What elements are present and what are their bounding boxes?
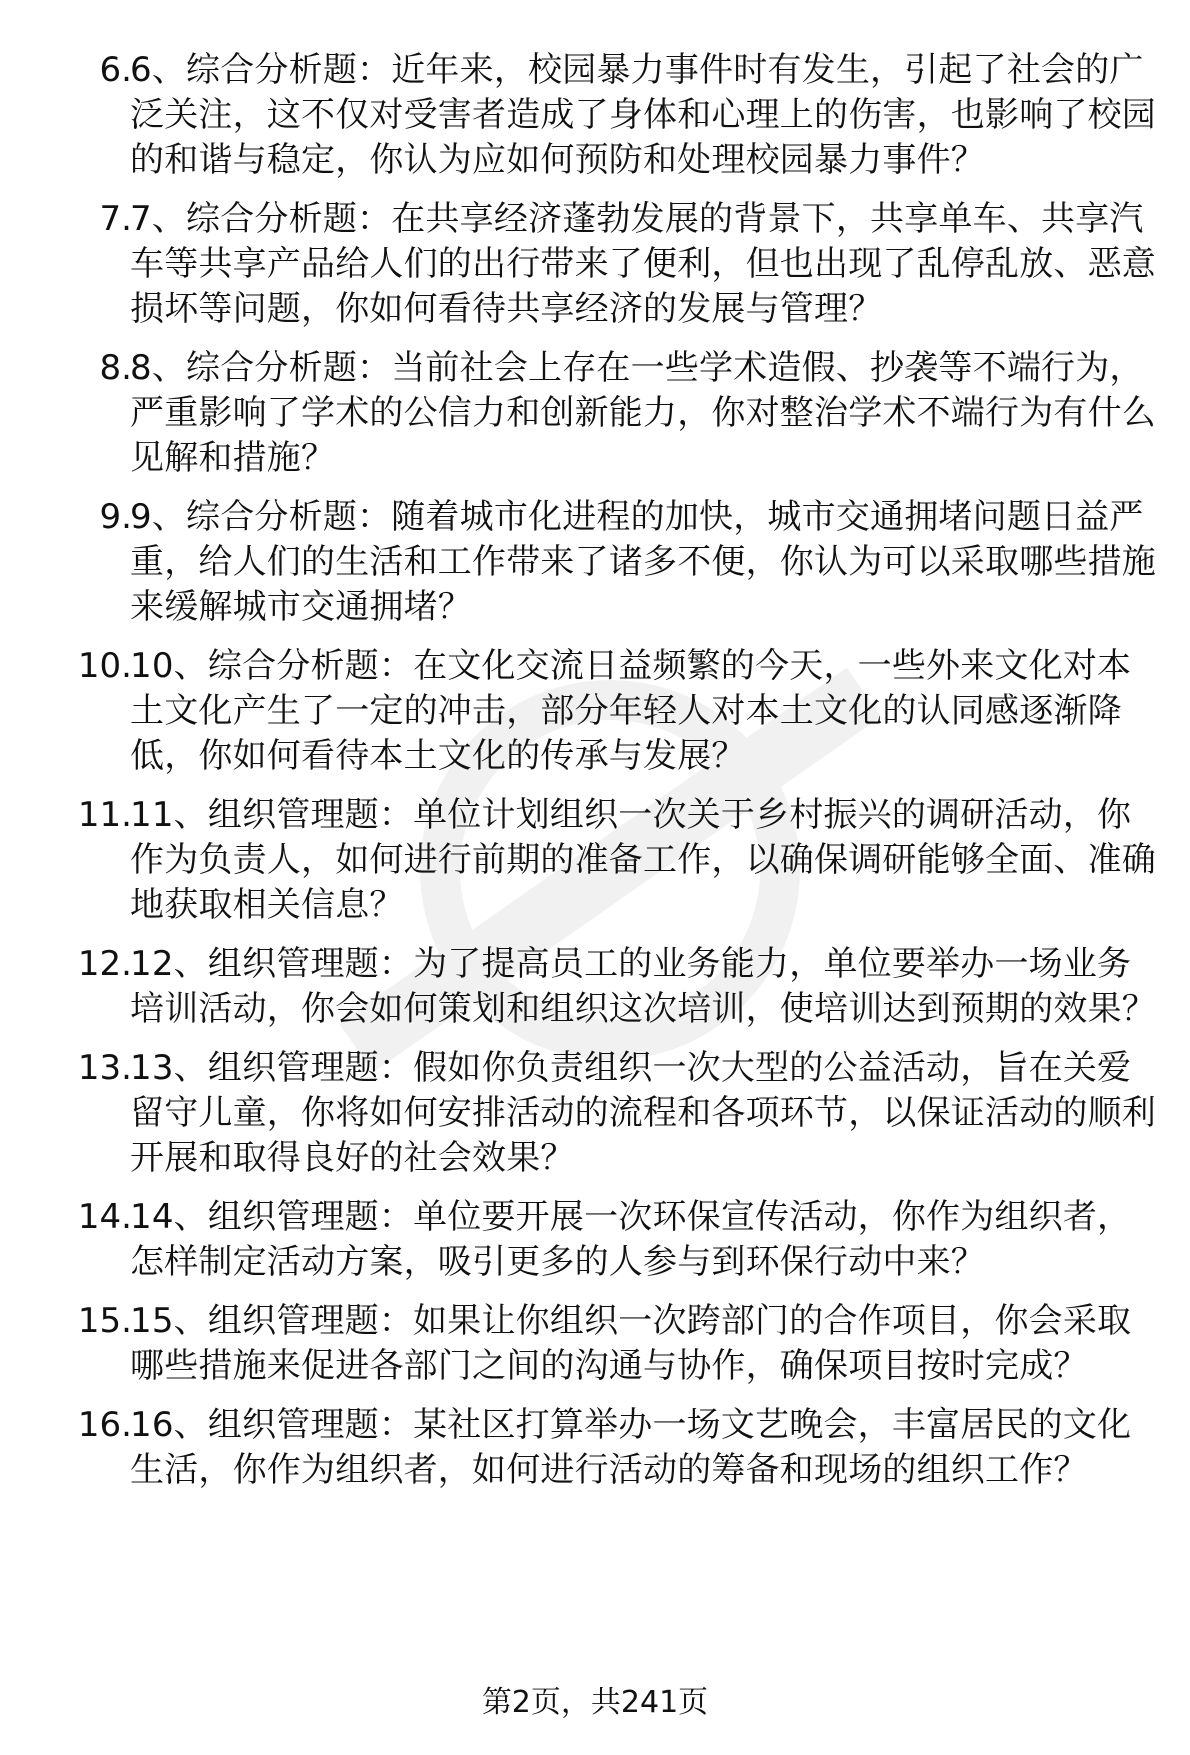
question-text: 11、组织管理题：单位计划组织一次关于乡村振兴的调研活动，你作为负责人，如何进行前期的准备工作，以确保调研能够全面、准确地获取相关信息？ — [130, 795, 1156, 925]
question-item — [0, 48, 1190, 183]
question-text: 8、综合分析题：当前社会上存在一些学术造假、抄袭等不端行为，严重影响了学术的公信力和创新能力，你对整治学术不端行为有什么见解和措施？ — [130, 348, 1156, 478]
question-list — [0, 48, 1190, 1507]
question-item — [0, 197, 1190, 332]
question-text: 9、综合分析题：随着城市化进程的加快，城市交通拥堵问题日益严重，给人们的生活和工作带来了诸多不便，你认为可以采取哪些措施来缓解城市交通拥堵？ — [130, 497, 1156, 627]
question-text: 16、组织管理题：某社区打算举办一场文艺晚会，丰富居民的文化生活，你作为组织者，如何进行活动的筹备和现场的组织工作？ — [130, 1405, 1132, 1490]
question-number: 8. — [99, 348, 132, 388]
question-text: 13、组织管理题：假如你负责组织一次大型的公益活动，旨在关爱留守儿童，你将如何安排活动的流程和各项环节，以保证活动的顺利开展和取得良好的社会效果？ — [130, 1048, 1156, 1178]
question-text: 7、综合分析题：在共享经济蓬勃发展的背景下，共享单车、共享汽车等共享产品给人们的出行带来了便利，但也出现了乱停乱放、恶意损坏等问题，你如何看待共享经济的发展与管理？ — [130, 199, 1156, 329]
question-item — [0, 1046, 1190, 1181]
question-text: 6、综合分析题：近年来，校园暴力事件时有发生，引起了社会的广泛关注，这不仅对受害者造成了身体和心理上的伤害，也影响了校园的和谐与稳定，你认为应如何预防和处理校园暴力事件？ — [130, 50, 1156, 180]
question-number: 16. — [77, 1405, 132, 1445]
question-item — [0, 793, 1190, 928]
question-item — [0, 1403, 1190, 1493]
question-number: 13. — [77, 1048, 132, 1088]
question-text: 10、综合分析题：在文化交流日益频繁的今天，一些外来文化对本土文化产生了一定的冲击，部分年轻人对本土文化的认同感逐渐降低，你如何看待本土文化的传承与发展？ — [130, 646, 1132, 776]
question-text: 12、组织管理题：为了提高员工的业务能力，单位要举办一场业务培训活动，你会如何策划和组织这次培训，使培训达到预期的效果？ — [130, 944, 1156, 1029]
question-number: 10. — [77, 646, 132, 686]
question-item — [0, 942, 1190, 1032]
question-item — [0, 1299, 1190, 1389]
question-text: 15、组织管理题：如果让你组织一次跨部门的合作项目，你会采取哪些措施来促进各部门之间的沟通与协作，确保项目按时完成？ — [130, 1301, 1132, 1386]
question-number: 12. — [77, 944, 132, 984]
question-text: 14、组织管理题：单位要开展一次环保宣传活动，你作为组织者，怎样制定活动方案，吸引更多的人参与到环保行动中来？ — [130, 1197, 1132, 1282]
question-item — [0, 346, 1190, 481]
question-number: 9. — [99, 497, 132, 537]
question-item — [0, 1195, 1190, 1285]
question-number: 15. — [77, 1301, 132, 1341]
page-footer: 第2页，共241页 — [481, 1685, 709, 1720]
question-number: 6. — [99, 50, 132, 90]
question-number: 7. — [99, 199, 132, 239]
question-item — [0, 495, 1190, 630]
question-number: 14. — [77, 1197, 132, 1237]
question-number: 11. — [77, 795, 132, 835]
question-item — [0, 644, 1190, 779]
